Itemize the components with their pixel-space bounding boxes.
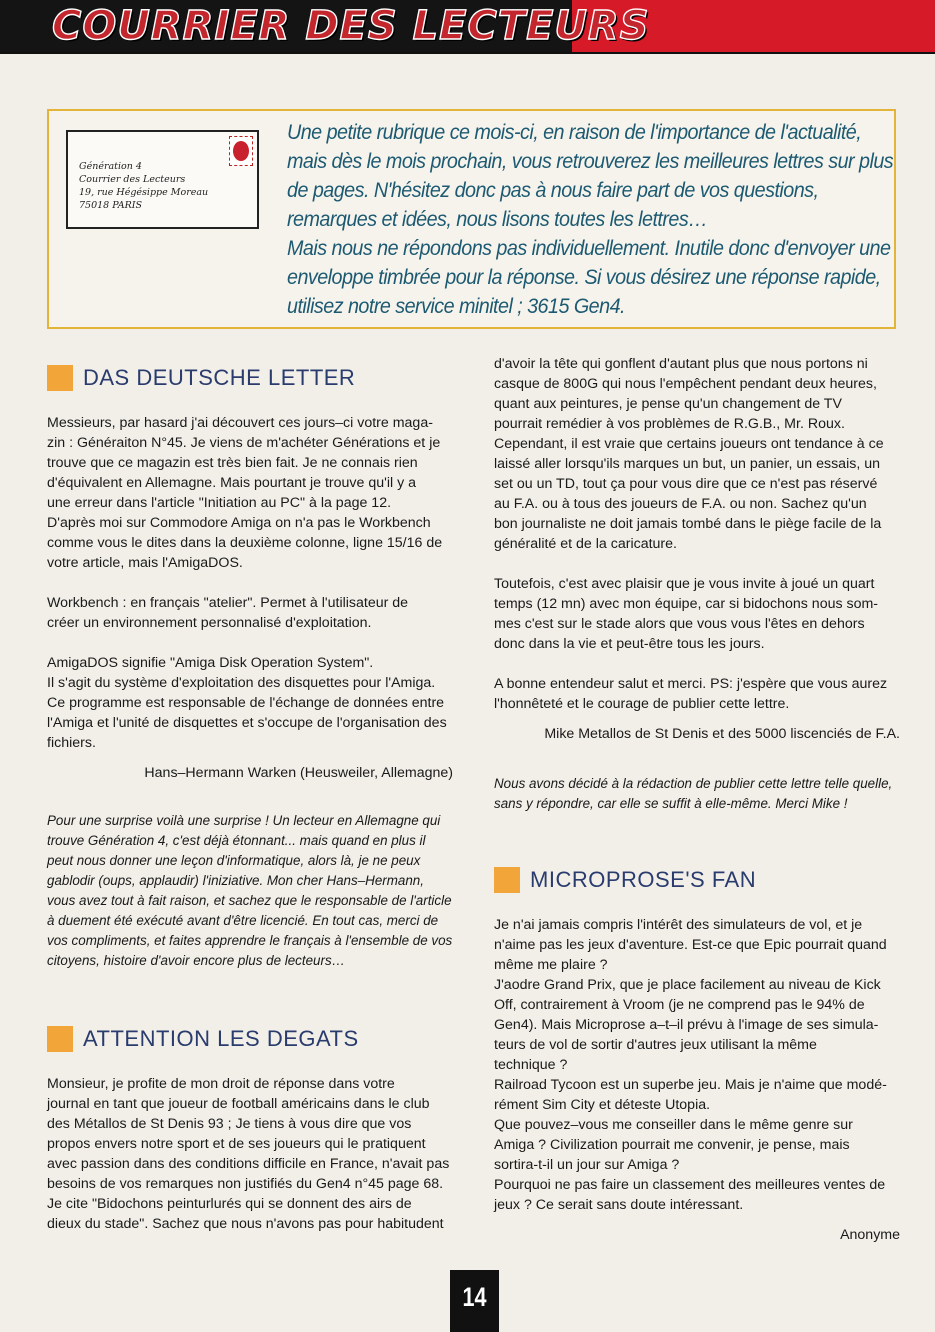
header-banner [0,0,935,52]
stamp-icon [229,136,253,166]
letter-paragraph: A bonne entendeur salut et merci. PS: j'espère que vous aurez l'honnêteté et le courage de publier cette lettre. [494,676,888,712]
letter-paragraph: Messieurs, par hasard j'ai découvert ces jours–ci votre maga- zin : Généraiton N°45. Je viens de m'achéter Générations et je trouve que ce magazin est très bien fait. Je ne connais rien d'équivalent en Allemagne. Mais pourtant je trouve qu'il y a une erreur dans l'article "Initiation au PC" à la page 12. D'après moi sur Commodore Amiga on n'a pas le Workbench comme vous le dites dans la deuxième colonne, ligne 15/16 de votre article, mais l'AmigaDOS. [47,415,443,571]
section-title: ATTENTION LES DEGATS [83,1026,359,1051]
letter-paragraph: d'avoir la tête qui gonflent d'autant plus que nous portons ni casque de 800G qui nous l'empêchent pendant deux heures, quant aux peintures, je pense qu'un changement de TV pourrait remédier à vos problèmes de R.G.B., Mr. Roux. Cependant, il est vraie que certains joueurs ont tendance à ce laissé aller lorsqu'ils marques un but, un panier, un essais, un set ou un TD, tout ça pour vous dire que ce n'est pas réservé au F.A. ou à tous des joueurs de F.A. ou non. Sachez qu'un bon journaliste ne doit jamais tombé dans le piège facile de la généralité et de la caricature. [494,356,884,552]
letter-signature: Mike Metallos de St Denis et des 5000 liscenciés de F.A. [544,726,900,742]
letter-signature: Hans–Hermann Warken (Heusweiler, Allemagne) [144,765,453,781]
section-square-icon [494,867,520,893]
section-heading [494,867,900,893]
intro-text: Une petite rubrique ce mois-ci, en raison de l'importance de l'actualité, mais dès le mois prochain, vous retrouverez les meilleures lettres sur plus de pages. N'hésitez donc pas à nous faire part de vos questions, remarques et idées, nous lisons toutes les lettres… Mais nous ne répondons pas individuellement. Inutile donc d'envoyer une enveloppe timbrée pour la réponse. Si vous désirez une réponse rapide, utilisez notre service minitel ; 3615 Gen4. [287,120,894,318]
letter-paragraph: Toutefois, c'est avec plaisir que je vous invite à joué un quart temps (12 mn) avec mon équipe, car si bidochons nous som- mes c'est sur le stade alors que vous vous l'êtes en dehors donc dans la vie et peut-être tous les jours. [494,576,879,652]
page-number-box [450,1270,499,1332]
letter-deutsche [47,365,453,971]
letter-paragraph: AmigaDOS signifie "Amiga Disk Operation System". Il s'agit du système d'exploitation des disquettes pour l'Amiga. Ce programme est responsable de l'échange de données entre l'Amiga et l'unité de disquettes et s'occupe de l'organisation des fichiers. [47,655,447,751]
letter-paragraph: Je n'ai jamais compris l'intérêt des simulateurs de vol, et je n'aime pas les jeux d'aventure. Est-ce que Epic pourrait quand même me plaire ? J'aodre Grand Prix, que je place facilement au niveau de Kick Off, contrairement à Vroom (je ne comprend pas le 94% de Gen4). Mais Microprose a–t–il prévu à l'image de ses simula- teurs de vol de sortir d'autres jeux utilisant la même technique ? Railroad Tycoon est un superbe jeu. Mais je n'aime que modé- rément Sim City et déteste Utopia. Que pouvez–vous me conseiller dans le même genre sur Amiga ? Civilization pourrait me convenir, je pense, mais sortira-t-il un jour sur Amiga ? Pourquoi ne pas faire un classement des meilleures ventes de jeux ? Ce serait sans doute intéressant. [494,917,887,1213]
header-divider [0,52,935,54]
section-heading [47,365,453,391]
envelope-illustration [66,130,259,229]
letter-degats [47,1026,453,1234]
letter-degats-continued [494,354,900,814]
letter-microprose [494,867,900,1245]
section-title: DAS DEUTSCHE LETTER [83,365,356,390]
envelope-address: Génération 4 Courrier des Lecteurs 19, rue Hégésippe Moreau 75018 PARIS [79,161,209,211]
editor-reply: Pour une surprise voilà une surprise ! Un lecteur en Allemagne qui trouve Génération 4, c'est déjà étonnant... mais quand en plus il peut nous donner une leçon d'informatique, alors là, je ne peux gablodir (oups, applaudir) l'iniziative. Mon cher Hans–Hermann, vous avez tout à fait raison, et sachez que le responsable de l'article à duement été exécuté avant d'être licencié. En tout cas, merci de vos compliments, et faites apprendre le français à l'ensemble de vos citoyens, histoire d'avoir encore plus de lecteurs… [47,813,453,968]
section-square-icon [47,365,73,391]
letter-signature: Anonyme [840,1227,900,1243]
page-number: 14 [462,1282,487,1312]
editor-reply: Nous avons décidé à la rédaction de publier cette lettre telle quelle, sans y répondre, car elle se suffit à elle-même. Merci Mike ! [494,776,893,811]
section-square-icon [47,1026,73,1052]
intro-box [47,109,896,329]
page-title: COURRIER DES LECTEURS [52,3,650,49]
section-heading [47,1026,453,1052]
letter-paragraph: Monsieur, je profite de mon droit de réponse dans votre journal en tant que joueur de football américains dans le club des Métallos de St Denis 93 ; Je tiens à vous dire que vos propos envers notre sport et de ses joueurs qui le pratiquent avec passion dans des conditions difficile en France, n'avait pas besoins de vos remarques non justifiés du Gen4 n°45 page 68. Je cite "Bidochons peinturlurés qui se donnent des airs de dieux du stade". Sachez que nous n'avons pas pour habitudent [47,1076,450,1232]
section-title: MICROPROSE'S FAN [530,867,757,892]
letter-paragraph: Workbench : en français "atelier". Permet à l'utilisateur de créer un environnement personnalisé d'exploitation. [47,595,409,631]
